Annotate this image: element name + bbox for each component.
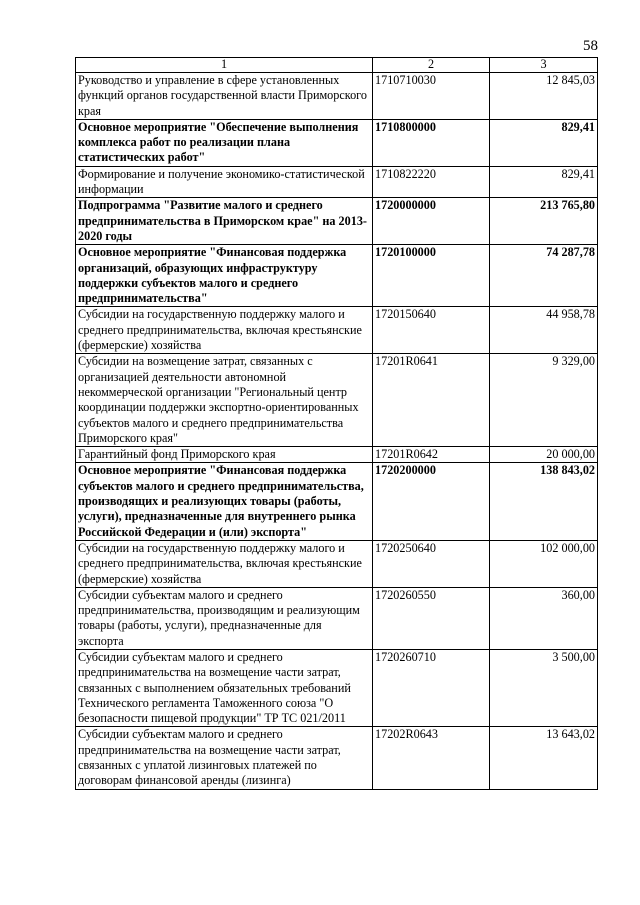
row-amount: 829,41: [490, 166, 598, 198]
table-row: [76, 587, 598, 649]
table-row: [76, 354, 598, 447]
table-row: [76, 307, 598, 354]
row-name: Гарантийный фонд Приморского края: [76, 447, 373, 463]
table-row: [76, 540, 598, 587]
row-amount: 74 287,78: [490, 245, 598, 307]
table-body: [76, 73, 598, 790]
row-code: 1720260550: [373, 587, 490, 649]
column-header-1: 1: [76, 58, 373, 73]
row-amount: 360,00: [490, 587, 598, 649]
row-name: Руководство и управление в сфере установленных функций органов государственной власти Приморского края: [76, 73, 373, 120]
row-code: 17202R0643: [373, 727, 490, 789]
row-code: 1720200000: [373, 463, 490, 540]
row-amount: 138 843,02: [490, 463, 598, 540]
column-header-3: 3: [490, 58, 598, 73]
row-code: 17201R0641: [373, 354, 490, 447]
table-row: [76, 198, 598, 245]
row-name: Субсидии субъектам малого и среднего предпринимательства, производящим и реализующим товары (работы, услуги), предназначенные для экспорта: [76, 587, 373, 649]
row-amount: 102 000,00: [490, 540, 598, 587]
table-header-row: [76, 58, 598, 73]
row-code: 1720150640: [373, 307, 490, 354]
table-row: [76, 245, 598, 307]
column-header-2: 2: [373, 58, 490, 73]
row-amount: 213 765,80: [490, 198, 598, 245]
table-row: [76, 119, 598, 166]
row-amount: 3 500,00: [490, 649, 598, 726]
row-code: 1710710030: [373, 73, 490, 120]
row-code: 1720250640: [373, 540, 490, 587]
table-row: [76, 166, 598, 198]
row-code: 1710822220: [373, 166, 490, 198]
table-row: [76, 73, 598, 120]
row-code: 17201R0642: [373, 447, 490, 463]
row-name: Основное мероприятие "Финансовая поддержка организаций, образующих инфраструктуру поддержки субъектов малого и среднего предпринимательства": [76, 245, 373, 307]
row-name: Субсидии субъектам малого и среднего предпринимательства на возмещение части затрат, связанных с уплатой лизинговых платежей по договорам финансовой аренды (лизинга): [76, 727, 373, 789]
row-amount: 12 845,03: [490, 73, 598, 120]
row-code: 1720000000: [373, 198, 490, 245]
row-name: Подпрограмма "Развитие малого и среднего предпринимательства в Приморском крае" на 2013-2020 годы: [76, 198, 373, 245]
row-code: 1720260710: [373, 649, 490, 726]
table-row: [76, 463, 598, 540]
row-amount: 9 329,00: [490, 354, 598, 447]
row-name: Основное мероприятие "Финансовая поддержка субъектов малого и среднего предпринимательства, производящих и реализующих товары (работы, услуги), предназначенные для внутреннего рынка Российской Федерации и (или) экспорта": [76, 463, 373, 540]
row-amount: 13 643,02: [490, 727, 598, 789]
row-name: Субсидии на государственную поддержку малого и среднего предпринимательства, включая крестьянские (фермерские) хозяйства: [76, 540, 373, 587]
row-name: Субсидии на государственную поддержку малого и среднего предпринимательства, включая крестьянские (фермерские) хозяйства: [76, 307, 373, 354]
budget-table: [75, 57, 598, 790]
row-amount: 20 000,00: [490, 447, 598, 463]
table-row: [76, 727, 598, 789]
page-number: 58: [583, 38, 598, 54]
table-row: [76, 447, 598, 463]
row-amount: 44 958,78: [490, 307, 598, 354]
row-amount: 829,41: [490, 119, 598, 166]
row-name: Формирование и получение экономико-статистической информации: [76, 166, 373, 198]
row-name: Субсидии на возмещение затрат, связанных с организацией деятельности автономной некоммерческой организации "Региональный центр координации поддержки экспортно-ориентированных субъектов малого и среднего предпринимательства Приморского края": [76, 354, 373, 447]
row-name: Основное мероприятие "Обеспечение выполнения комплекса работ по реализации плана статистических работ": [76, 119, 373, 166]
row-code: 1710800000: [373, 119, 490, 166]
table-row: [76, 649, 598, 726]
row-name: Субсидии субъектам малого и среднего предпринимательства на возмещение части затрат, связанных с выполнением обязательных требований Технического регламента Таможенного союза "О безопасности пищевой продукции" ТР ТС 021/2011: [76, 649, 373, 726]
row-code: 1720100000: [373, 245, 490, 307]
